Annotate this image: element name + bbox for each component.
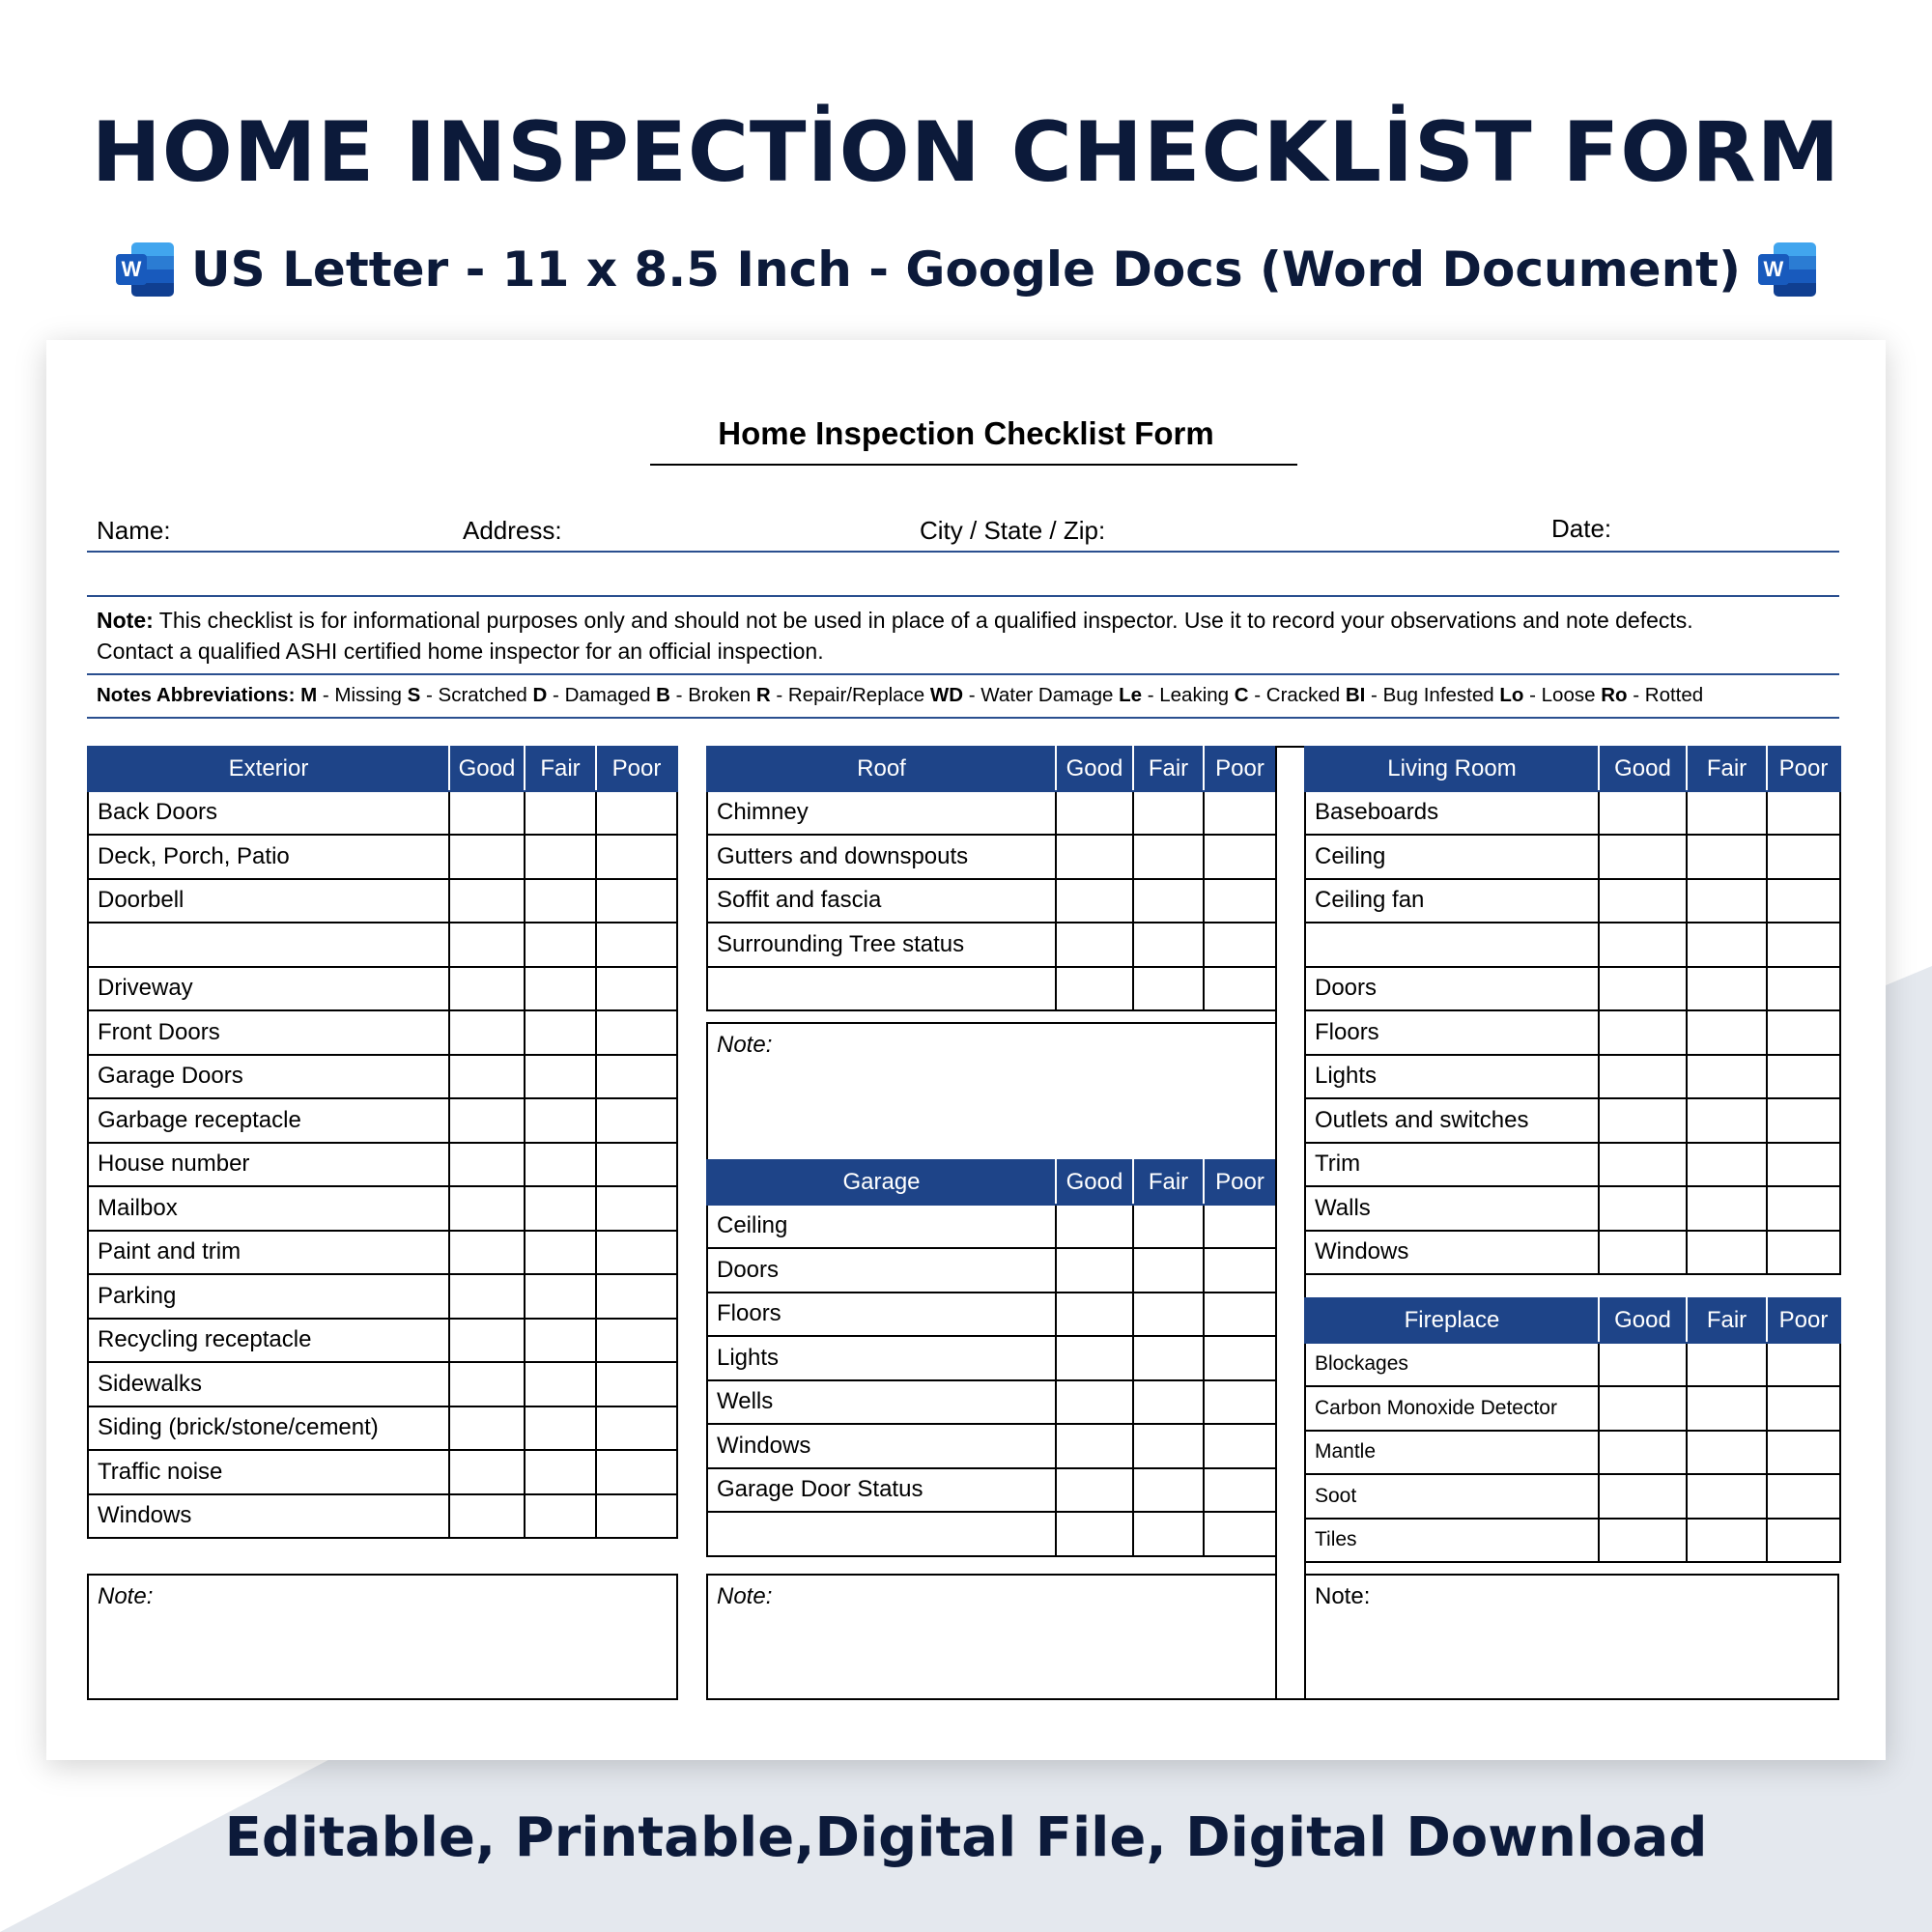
table-row [1305, 1055, 1840, 1099]
table-header-row [707, 747, 1276, 791]
rating-cell-good[interactable] [449, 923, 525, 967]
table-row [88, 791, 677, 836]
rating-cell-poor[interactable] [596, 923, 677, 967]
rating-header-good: Good [1599, 747, 1687, 791]
rating-cell-good[interactable] [1056, 1336, 1133, 1380]
table-row [88, 879, 677, 923]
section-title: Living Room [1305, 747, 1599, 791]
rating-cell-fair[interactable] [1133, 1293, 1204, 1337]
rating-cell-good[interactable] [1599, 923, 1687, 967]
rating-cell-poor[interactable] [1767, 1010, 1840, 1055]
section-title: Fireplace [1305, 1298, 1599, 1343]
rating-cell-poor[interactable] [1204, 879, 1276, 923]
rating-cell-poor[interactable] [596, 1319, 677, 1363]
rating-header-fair: Fair [1687, 1298, 1767, 1343]
table-row [1305, 1386, 1840, 1431]
rating-cell-fair[interactable] [1687, 879, 1767, 923]
rating-cell-poor[interactable] [1767, 1519, 1840, 1563]
rating-cell-good[interactable] [1599, 967, 1687, 1011]
rating-cell-poor[interactable] [1204, 967, 1276, 1011]
item-label: Tiles [1305, 1519, 1599, 1563]
rating-cell-poor[interactable] [1204, 1380, 1276, 1425]
word-document-icon: W [116, 242, 174, 297]
table-row [88, 1362, 677, 1406]
table-header-row [88, 747, 677, 791]
rating-header-fair: Fair [1687, 747, 1767, 791]
rating-cell-fair[interactable] [1687, 1055, 1767, 1099]
rating-cell-good[interactable] [1599, 1055, 1687, 1099]
item-label[interactable] [707, 967, 1056, 1011]
rating-cell-fair[interactable] [1687, 1231, 1767, 1275]
item-label: Windows [707, 1424, 1056, 1468]
rating-cell-good[interactable] [449, 1274, 525, 1319]
item-label: Ceiling [1305, 835, 1599, 879]
section-title: Garage [707, 1160, 1056, 1205]
rating-cell-fair[interactable] [525, 1186, 596, 1231]
table-row [1305, 1231, 1840, 1275]
item-label: Soot [1305, 1474, 1599, 1519]
form-page [46, 340, 1886, 1760]
item-label: Ceiling fan [1305, 879, 1599, 923]
rating-header-good: Good [1056, 1160, 1133, 1205]
rating-cell-fair[interactable] [1133, 1248, 1204, 1293]
rating-cell-fair[interactable] [525, 1406, 596, 1451]
rating-cell-fair[interactable] [525, 791, 596, 836]
rating-header-good: Good [1056, 747, 1133, 791]
rating-cell-poor[interactable] [596, 1143, 677, 1187]
rating-cell-poor[interactable] [596, 1406, 677, 1451]
table-row [88, 1143, 677, 1187]
rating-cell-fair[interactable] [525, 1143, 596, 1187]
item-label: Front Doors [88, 1010, 449, 1055]
rating-cell-poor[interactable] [596, 967, 677, 1011]
item-label: Deck, Porch, Patio [88, 835, 449, 879]
rating-cell-fair[interactable] [1687, 1474, 1767, 1519]
rating-cell-good[interactable] [1599, 1186, 1687, 1231]
rating-cell-poor[interactable] [1204, 1293, 1276, 1337]
table-row [1305, 1143, 1840, 1187]
subtitle [0, 242, 1932, 298]
item-label: House number [88, 1143, 449, 1187]
rating-cell-good[interactable] [449, 1362, 525, 1406]
rating-cell-fair[interactable] [525, 1055, 596, 1099]
rating-cell-good[interactable] [449, 1098, 525, 1143]
rating-cell-fair[interactable] [1687, 1010, 1767, 1055]
rating-cell-poor[interactable] [1767, 1186, 1840, 1231]
rating-cell-poor[interactable] [1204, 835, 1276, 879]
rating-cell-fair[interactable] [1687, 791, 1767, 836]
rating-header-poor: Poor [1204, 1160, 1276, 1205]
city-state-zip-field[interactable]: City / State / Zip: [920, 516, 1106, 545]
rating-cell-good[interactable] [1056, 923, 1133, 967]
item-label: Back Doors [88, 791, 449, 836]
divider [87, 595, 1839, 597]
table-row [707, 1380, 1276, 1425]
rating-cell-poor[interactable] [1767, 1386, 1840, 1431]
table-header-row [1305, 1298, 1840, 1343]
rating-header-fair: Fair [525, 747, 596, 791]
roof-note[interactable]: Note: [706, 1022, 1277, 1161]
rating-cell-good[interactable] [449, 1231, 525, 1275]
section-title: Roof [707, 747, 1056, 791]
rating-cell-fair[interactable] [525, 1494, 596, 1539]
item-label: Lights [1305, 1055, 1599, 1099]
table-row [88, 1494, 677, 1539]
rating-cell-fair[interactable] [1133, 967, 1204, 1011]
item-label: Wells [707, 1380, 1056, 1425]
rating-cell-poor[interactable] [1767, 879, 1840, 923]
roof-table [706, 746, 1277, 1011]
table-row [1305, 923, 1840, 967]
item-label: Doors [1305, 967, 1599, 1011]
item-label: Siding (brick/stone/cement) [88, 1406, 449, 1451]
rating-cell-poor[interactable] [1204, 791, 1276, 836]
table-row [1305, 1098, 1840, 1143]
exterior-table [87, 746, 678, 1539]
item-label: Traffic noise [88, 1450, 449, 1494]
table-row [1305, 1519, 1840, 1563]
word-document-icon: W [1758, 242, 1816, 297]
item-label: Sidewalks [88, 1362, 449, 1406]
rating-cell-good[interactable] [1056, 1205, 1133, 1249]
rating-cell-fair[interactable] [1687, 1098, 1767, 1143]
table-header-row [707, 1160, 1276, 1205]
rating-cell-poor[interactable] [1767, 791, 1840, 836]
table-row [707, 791, 1276, 836]
table-row [707, 1205, 1276, 1249]
rating-cell-good[interactable] [449, 1143, 525, 1187]
rating-cell-good[interactable] [449, 791, 525, 836]
rating-cell-good[interactable] [1599, 1343, 1687, 1387]
rating-cell-fair[interactable] [1133, 835, 1204, 879]
rating-cell-fair[interactable] [1133, 879, 1204, 923]
item-label: Paint and trim [88, 1231, 449, 1275]
rating-cell-fair[interactable] [1133, 923, 1204, 967]
rating-cell-good[interactable] [1056, 791, 1133, 836]
rating-cell-fair[interactable] [1687, 1343, 1767, 1387]
rating-cell-fair[interactable] [1133, 1380, 1204, 1425]
rating-cell-good[interactable] [1056, 1512, 1133, 1556]
garage-table [706, 1159, 1277, 1557]
table-row [707, 1468, 1276, 1513]
table-row [88, 923, 677, 967]
rating-cell-good[interactable] [449, 1406, 525, 1451]
rating-cell-good[interactable] [1599, 1010, 1687, 1055]
rating-cell-fair[interactable] [1687, 1143, 1767, 1187]
rating-cell-good[interactable] [1599, 835, 1687, 879]
section-title: Exterior [88, 747, 449, 791]
rating-cell-fair[interactable] [525, 879, 596, 923]
rating-cell-good[interactable] [1056, 967, 1133, 1011]
rating-cell-good[interactable] [1599, 1519, 1687, 1563]
table-row [88, 1010, 677, 1055]
rating-cell-poor[interactable] [1767, 1431, 1840, 1475]
item-label: Lights [707, 1336, 1056, 1380]
rating-cell-fair[interactable] [525, 1362, 596, 1406]
rating-cell-good[interactable] [449, 1010, 525, 1055]
rating-cell-fair[interactable] [1133, 1424, 1204, 1468]
rating-cell-good[interactable] [1599, 1098, 1687, 1143]
table-row [88, 835, 677, 879]
item-label: Windows [1305, 1231, 1599, 1275]
rating-cell-fair[interactable] [525, 967, 596, 1011]
rating-cell-poor[interactable] [596, 1362, 677, 1406]
table-row [1305, 791, 1840, 836]
item-label[interactable] [1305, 923, 1599, 967]
exterior-note[interactable]: Note: [87, 1574, 678, 1700]
item-label: Doors [707, 1248, 1056, 1293]
rating-cell-poor[interactable] [596, 791, 677, 836]
form-title: Home Inspection Checklist Form [718, 415, 1214, 451]
rating-cell-good[interactable] [1599, 1231, 1687, 1275]
item-label: Mantle [1305, 1431, 1599, 1475]
rating-header-good: Good [449, 747, 525, 791]
table-row [1305, 835, 1840, 879]
subtitle-text: US Letter - 11 x 8.5 Inch - Google Docs (Word Document) [191, 242, 1741, 298]
table-row [1305, 1010, 1840, 1055]
item-label: Garbage receptacle [88, 1098, 449, 1143]
rating-cell-good[interactable] [1599, 1474, 1687, 1519]
table-row [707, 967, 1276, 1011]
footer-tagline: Editable, Printable,Digital File, Digital Download [224, 1806, 1708, 1869]
rating-cell-poor[interactable] [1767, 1343, 1840, 1387]
rating-cell-poor[interactable] [1767, 1055, 1840, 1099]
living-room-note[interactable]: Note: [1304, 1574, 1839, 1700]
rating-cell-good[interactable] [1056, 835, 1133, 879]
item-label: Floors [1305, 1010, 1599, 1055]
item-label: Mailbox [88, 1186, 449, 1231]
rating-cell-fair[interactable] [525, 1010, 596, 1055]
rating-cell-poor[interactable] [1204, 1336, 1276, 1380]
rating-cell-poor[interactable] [596, 879, 677, 923]
rating-cell-fair[interactable] [1133, 791, 1204, 836]
rating-cell-good[interactable] [1599, 1143, 1687, 1187]
rating-cell-good[interactable] [1056, 1293, 1133, 1337]
rating-cell-good[interactable] [449, 1494, 525, 1539]
item-label: Garage Door Status [707, 1468, 1056, 1513]
rating-cell-poor[interactable] [596, 1274, 677, 1319]
table-row [88, 967, 677, 1011]
table-row [1305, 879, 1840, 923]
rating-header-poor: Poor [1767, 1298, 1840, 1343]
rating-header-good: Good [1599, 1298, 1687, 1343]
rating-cell-fair[interactable] [525, 1098, 596, 1143]
rating-header-fair: Fair [1133, 747, 1204, 791]
rating-cell-good[interactable] [1056, 879, 1133, 923]
table-row [1305, 967, 1840, 1011]
rating-cell-poor[interactable] [596, 1231, 677, 1275]
rating-cell-good[interactable] [449, 1186, 525, 1231]
item-label: Chimney [707, 791, 1056, 836]
rating-cell-good[interactable] [449, 1319, 525, 1363]
rating-cell-fair[interactable] [525, 1319, 596, 1363]
table-row [88, 1231, 677, 1275]
rating-cell-poor[interactable] [1204, 1512, 1276, 1556]
rating-cell-poor[interactable] [1767, 923, 1840, 967]
rating-cell-good[interactable] [1056, 1380, 1133, 1425]
rating-cell-fair[interactable] [1687, 1431, 1767, 1475]
fireplace-table [1304, 1297, 1841, 1563]
table-row [1305, 1343, 1840, 1387]
rating-cell-poor[interactable] [1767, 835, 1840, 879]
table-row [1305, 1431, 1840, 1475]
rating-header-poor: Poor [1204, 747, 1276, 791]
rating-cell-good[interactable] [1056, 1424, 1133, 1468]
rating-cell-fair[interactable] [525, 1274, 596, 1319]
date-field[interactable]: Date: [1551, 514, 1612, 543]
table-row [707, 1424, 1276, 1468]
disclaimer-note: Note: This checklist is for informational purposes only and should not be used in place of a qualified inspector. Use it to record your observations and note defects. Contact a qualified ASHI certified home inspector for an official inspection. [97, 608, 1693, 664]
address-field[interactable]: Address: [463, 516, 562, 545]
table-row [707, 835, 1276, 879]
table-row [88, 1098, 677, 1143]
rating-cell-fair[interactable] [1133, 1205, 1204, 1249]
item-label: Windows [88, 1494, 449, 1539]
item-label[interactable] [88, 923, 449, 967]
rating-cell-fair[interactable] [1687, 1386, 1767, 1431]
rating-cell-good[interactable] [1599, 879, 1687, 923]
rating-cell-good[interactable] [1056, 1468, 1133, 1513]
table-row [88, 1274, 677, 1319]
rating-cell-fair[interactable] [1133, 1512, 1204, 1556]
rating-cell-good[interactable] [1599, 1386, 1687, 1431]
rating-cell-poor[interactable] [1204, 1424, 1276, 1468]
rating-cell-good[interactable] [449, 967, 525, 1011]
item-label: Floors [707, 1293, 1056, 1337]
rating-cell-poor[interactable] [596, 1055, 677, 1099]
table-row [707, 1293, 1276, 1337]
table-row [707, 1512, 1276, 1556]
rating-cell-fair[interactable] [525, 1231, 596, 1275]
item-label: Blockages [1305, 1343, 1599, 1387]
item-label: Gutters and downspouts [707, 835, 1056, 879]
rating-header-fair: Fair [1133, 1160, 1204, 1205]
rating-cell-good[interactable] [449, 879, 525, 923]
rating-cell-poor[interactable] [1204, 1205, 1276, 1249]
item-label[interactable] [707, 1512, 1056, 1556]
table-row [707, 879, 1276, 923]
rating-cell-fair[interactable] [1687, 835, 1767, 879]
rating-cell-good[interactable] [449, 1450, 525, 1494]
rating-cell-fair[interactable] [1133, 1468, 1204, 1513]
item-label: Trim [1305, 1143, 1599, 1187]
rating-cell-poor[interactable] [596, 1450, 677, 1494]
item-label: Walls [1305, 1186, 1599, 1231]
main-title: HOME INSPECTİON CHECKLİST FORM [91, 104, 1841, 201]
rating-cell-poor[interactable] [596, 1494, 677, 1539]
rating-cell-poor[interactable] [596, 835, 677, 879]
rating-cell-fair[interactable] [525, 835, 596, 879]
rating-cell-poor[interactable] [596, 1010, 677, 1055]
rating-cell-poor[interactable] [1767, 1143, 1840, 1187]
abbreviations-legend: Notes Abbreviations: M - Missing S - Scratched D - Damaged B - Broken R - Repair/Replace WD - Water Damage Le - Leaking C - Cracked BI - Bug Infested Lo - Loose Ro - Rotted [97, 684, 1704, 706]
rating-cell-fair[interactable] [1687, 923, 1767, 967]
table-row [88, 1319, 677, 1363]
rating-cell-poor[interactable] [1767, 967, 1840, 1011]
rating-header-poor: Poor [596, 747, 677, 791]
rating-cell-poor[interactable] [1204, 1248, 1276, 1293]
table-header-row [1305, 747, 1840, 791]
rating-cell-poor[interactable] [1767, 1474, 1840, 1519]
table-row [707, 1336, 1276, 1380]
living-room-table [1304, 746, 1841, 1275]
item-label: Surrounding Tree status [707, 923, 1056, 967]
item-label: Outlets and switches [1305, 1098, 1599, 1143]
item-label: Soffit and fascia [707, 879, 1056, 923]
rating-cell-fair[interactable] [1687, 1519, 1767, 1563]
rating-cell-fair[interactable] [1687, 1186, 1767, 1231]
table-row [1305, 1474, 1840, 1519]
rating-cell-poor[interactable] [1767, 1098, 1840, 1143]
item-label: Carbon Monoxide Detector [1305, 1386, 1599, 1431]
table-row [88, 1406, 677, 1451]
divider [87, 551, 1839, 553]
table-row [707, 923, 1276, 967]
rating-cell-good[interactable] [1599, 791, 1687, 836]
rating-cell-good[interactable] [449, 835, 525, 879]
divider [87, 717, 1839, 719]
column-separator [1275, 746, 1306, 1700]
rating-cell-fair[interactable] [1133, 1336, 1204, 1380]
rating-cell-poor[interactable] [1204, 1468, 1276, 1513]
rating-cell-good[interactable] [1599, 1431, 1687, 1475]
rating-cell-good[interactable] [1056, 1248, 1133, 1293]
garage-note[interactable]: Note: [706, 1574, 1277, 1700]
table-row [1305, 1186, 1840, 1231]
item-label: Parking [88, 1274, 449, 1319]
item-label: Driveway [88, 967, 449, 1011]
title-underline [650, 464, 1297, 466]
rating-cell-fair[interactable] [525, 923, 596, 967]
name-field[interactable]: Name: [97, 516, 171, 545]
rating-header-poor: Poor [1767, 747, 1840, 791]
rating-cell-fair[interactable] [525, 1450, 596, 1494]
divider [87, 673, 1839, 675]
item-label: Recycling receptacle [88, 1319, 449, 1363]
item-label: Ceiling [707, 1205, 1056, 1249]
item-label: Garage Doors [88, 1055, 449, 1099]
rating-cell-poor[interactable] [596, 1098, 677, 1143]
rating-cell-poor[interactable] [1767, 1231, 1840, 1275]
table-row [707, 1248, 1276, 1293]
table-row [88, 1055, 677, 1099]
table-row [88, 1450, 677, 1494]
rating-cell-fair[interactable] [1687, 967, 1767, 1011]
rating-cell-poor[interactable] [1204, 923, 1276, 967]
item-label: Baseboards [1305, 791, 1599, 836]
item-label: Doorbell [88, 879, 449, 923]
rating-cell-poor[interactable] [596, 1186, 677, 1231]
table-row [88, 1186, 677, 1231]
rating-cell-good[interactable] [449, 1055, 525, 1099]
